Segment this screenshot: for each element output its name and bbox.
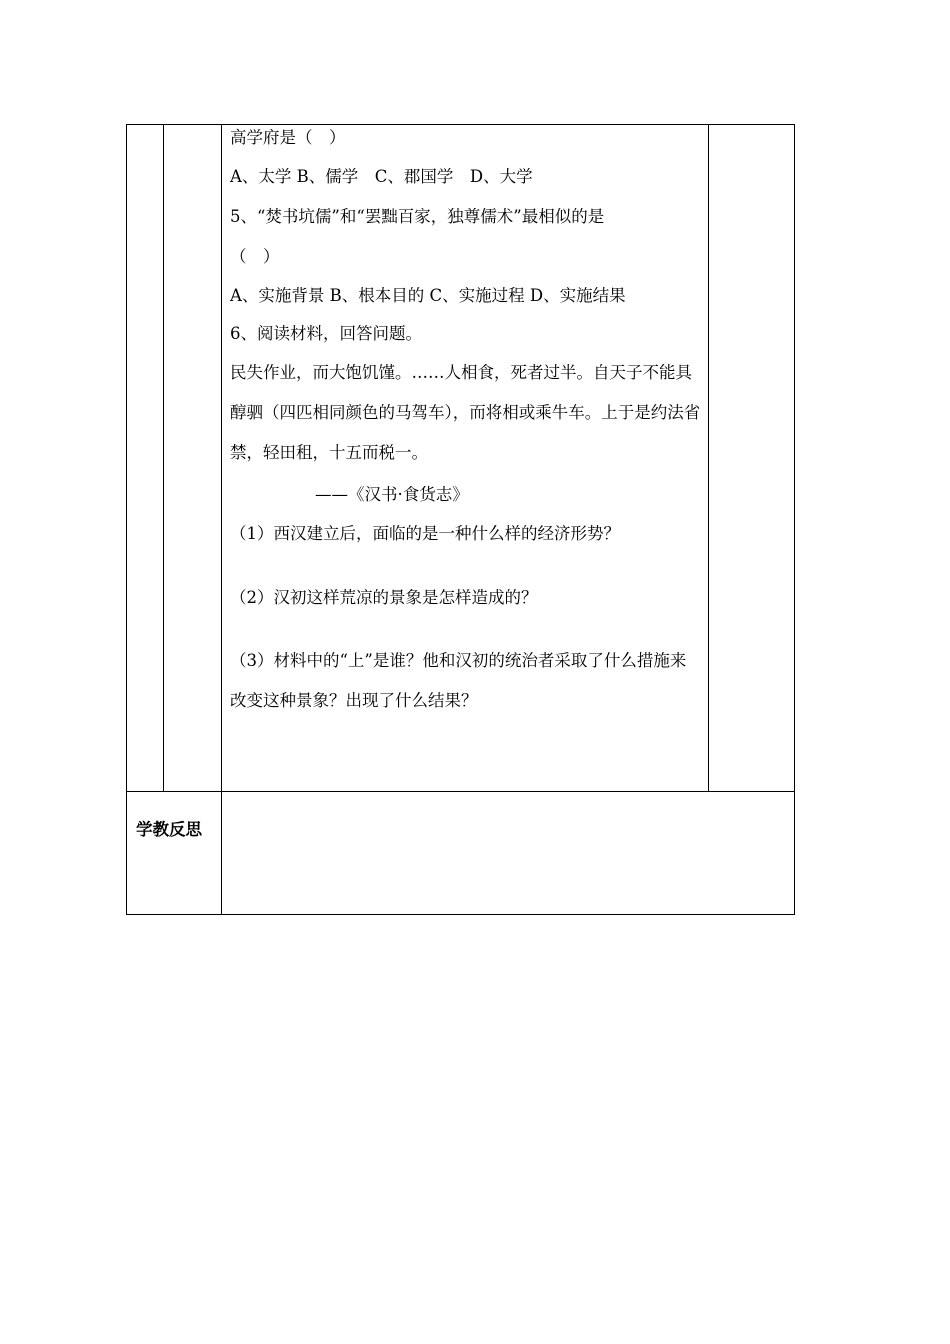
sub-question-3: （3）材料中的“上”是谁？他和汉初的统治者采取了什么措施来改变这种景象？出现了什么结果？ bbox=[230, 651, 687, 710]
column-divider-2 bbox=[221, 124, 222, 915]
q5-options: A、实施背景 B、根本目的 C、实施过程 D、实施结果 bbox=[230, 286, 626, 305]
q4-tail: 高学府是（ ） bbox=[230, 128, 346, 147]
sub-question-2: （2）汉初这样荒凉的景象是怎样造成的？ bbox=[230, 588, 538, 607]
q4-options: A、太学 B、儒学 C、郡国学 D、大学 bbox=[230, 167, 533, 186]
material-passage: 民失作业，而大饱饥馑。……人相食，死者过半。自天子不能具醇驷（四匹相同颜色的马驾车），而将相或乘牛车。上于是约法省禁，轻田租，十五而税一。 bbox=[230, 363, 701, 462]
q6-stem: 6、阅读材料，回答问题。 bbox=[230, 324, 422, 343]
reflection-label: 学教反思 bbox=[136, 820, 202, 839]
q5-stem: 5、“焚书坑儒”和“罢黜百家，独尊儒术”最相似的是 bbox=[230, 207, 605, 226]
q5-paren: （ ） bbox=[230, 247, 280, 266]
lesson-table bbox=[126, 124, 795, 915]
column-divider-3 bbox=[708, 124, 709, 791]
row-divider bbox=[126, 791, 795, 792]
material-source: ——《汉书·食货志》 bbox=[315, 485, 469, 504]
column-divider-1 bbox=[163, 124, 164, 791]
sub-question-1: （1）西汉建立后，面临的是一种什么样的经济形势？ bbox=[230, 524, 620, 543]
